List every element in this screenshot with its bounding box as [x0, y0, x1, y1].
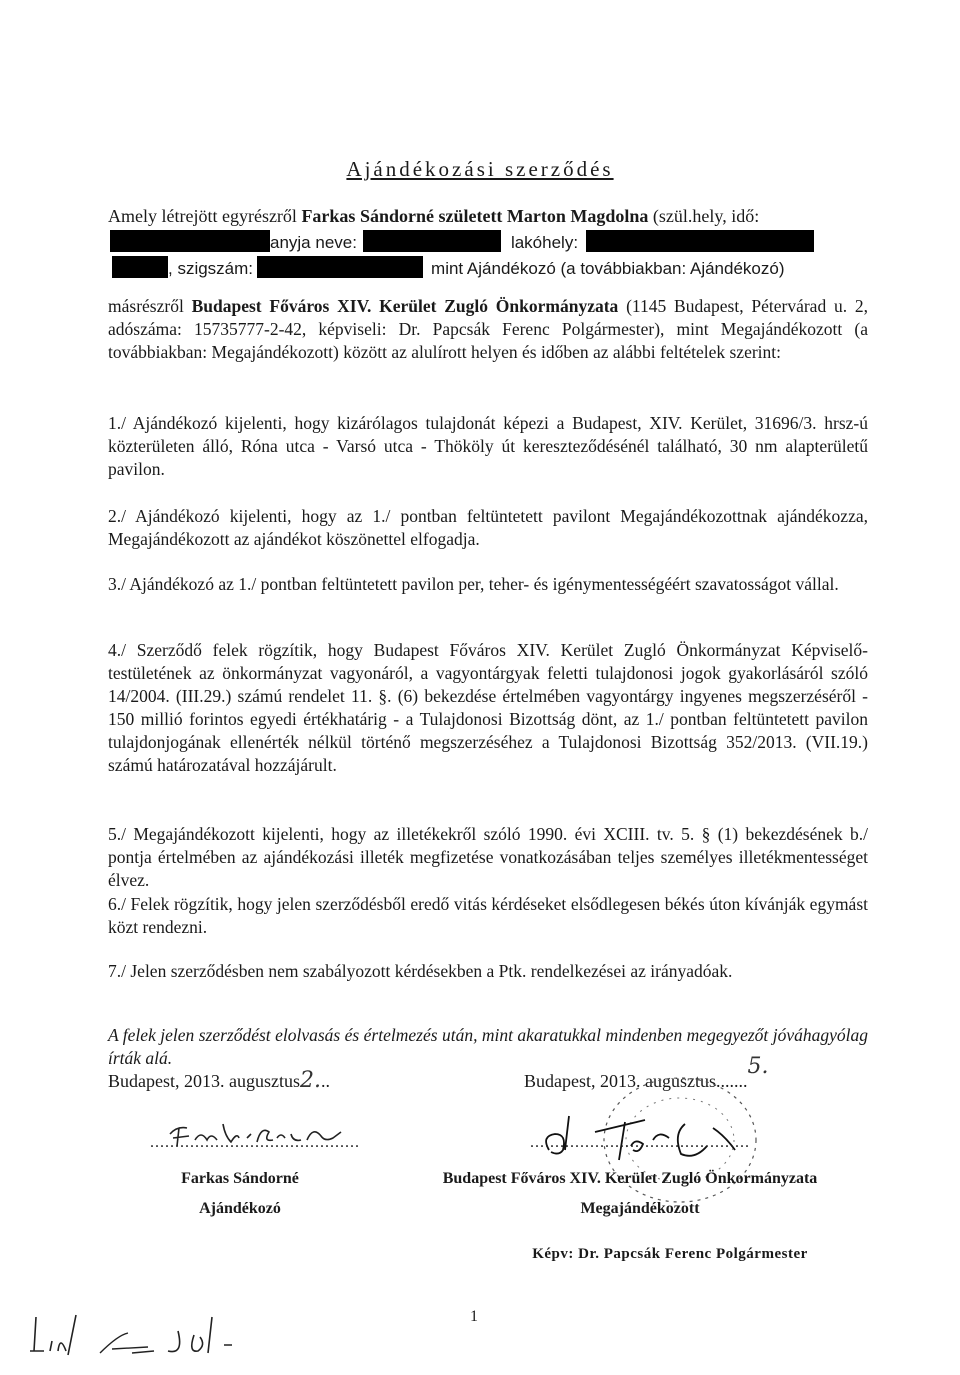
clause-7: 7./ Jelen szerződésben nem szabályozott kérdésekben a Ptk. rendelkezései az irányadóak.	[108, 961, 733, 981]
intro-line-3: , szigszám: mint Ajándékozó (a továbbiakban: Ajándékozó)	[108, 255, 868, 281]
handwritten-day-left: 2.	[299, 1068, 321, 1093]
clause-2: 2./ Ajándékozó kijelenti, hogy az 1./ pontban feltüntetett pavilont Megajándékozottnak ajándékozza, Megajándékozott az ajándékot köszönettel elfogadja.	[108, 506, 868, 549]
redaction-block	[257, 256, 423, 278]
signature-line-right: ............................................	[530, 1134, 750, 1151]
signer-left-role: Ajándékozó	[199, 1200, 281, 1217]
redaction-block	[586, 230, 814, 252]
signer-right-representative: Képv: Dr. Papcsák Ferenc Polgármester	[532, 1246, 808, 1262]
initials-mark	[28, 1305, 268, 1365]
signer-right-name: Budapest Főváros XIV. Kerület Zugló Önkormányzata	[442, 1170, 818, 1187]
recipient-name: Budapest Főváros XIV. Kerület Zugló Önkormányzata	[191, 296, 619, 316]
intro-block	[108, 203, 868, 281]
closing-statement: A felek jelen szerződést elolvasás és értelmezés után, mint akaratukkal mindenben megegyezőt jóváhagyólag írták alá.	[108, 1025, 868, 1068]
clause-3: 3./ Ajándékozó az 1./ pontban feltüntetett pavilon per, teher- és igénymentességéért szavatosságot vállal.	[108, 574, 839, 594]
party-two-block: másrészről Budapest Főváros XIV. Kerület Zugló Önkormányzata (1145 Budapest, Pétervárad u. 2, adószáma: 15735777-2-42, képviseli: Dr. Papcsák Ferenc Polgármester), mint Megajándékozott (a továbbiakban: Megajándékozott) között az alulírott helyen és időben az alábbi feltételek szerint:	[108, 296, 869, 362]
clause-6: 6./ Felek rögzítik, hogy jelen szerződésből eredő vitás kérdéseket elsődlegesen békés úton kívánják egymást közt rendezni.	[108, 894, 868, 937]
redaction-block	[110, 230, 270, 252]
redaction-block	[112, 256, 168, 278]
place-date-right: Budapest, 2013. augusztus.......5.	[524, 1054, 769, 1091]
donor-name: Farkas Sándorné született Marton Magdolna	[301, 206, 649, 226]
clause-1: 1./ Ajándékozó kijelenti, hogy kizárólagos tulajdonát képezi a Budapest, XIV. Kerület, 31696/3. hrsz-ú közterületen álló, Róna utca - Varsó utca - Thököly út kereszteződésénél található, 30 nm alapterületű pavilon.	[108, 413, 868, 479]
handwritten-day-right: 5.	[747, 1054, 769, 1079]
redaction-block	[363, 230, 501, 252]
place-date-left: Budapest, 2013. augusztus2...	[108, 1068, 330, 1093]
intro-line-2: anyja neve: lakóhely:	[108, 229, 868, 255]
clause-4: 4./ Szerződő felek rögzítik, hogy Budapest Főváros XIV. Kerület Zugló Önkormányzat Képviselő-testületének az önkormányzat vagyonáról, a vagyontárgyak feletti tulajdonosi jogok gyakorlásáról szóló 14/2004. (III.29.) számú rendelet 11. §. (6) bekezdése értelmében vagyontárgy ingyenes megszerzéséről - 150 millió forintos egyedi értékhatárig - a Tulajdonosi Bizottság dönt, az 1./ pontban feltüntetett pavilon tulajdonjogának ellenérték nélkül történő megszerzéséhez a Tulajdonosi Bizottság 352/2013. (VII.19.) számú határozatával hozzájárult.	[108, 640, 868, 775]
page-number: 1	[470, 1308, 478, 1325]
signature-line-left: ..........................................	[150, 1134, 360, 1151]
document-title: Ajándékozási szerződés	[346, 157, 614, 181]
clause-5: 5./ Megajándékozott kijelenti, hogy az illetékekről szóló 1990. évi XCIII. tv. 5. § (1) bekezdésének b./ pontja értelmében az ajándékozási illeték megfizetése vonatkozásában teljes személyes illetékmentességet élvez.	[108, 824, 868, 890]
signer-left-name: Farkas Sándorné	[181, 1170, 299, 1187]
signer-right-role: Megajándékozott	[580, 1200, 700, 1217]
intro-line-1: Amely létrejött egyrészről Farkas Sándorné született Marton Magdolna (szül.hely, idő:	[108, 206, 760, 226]
